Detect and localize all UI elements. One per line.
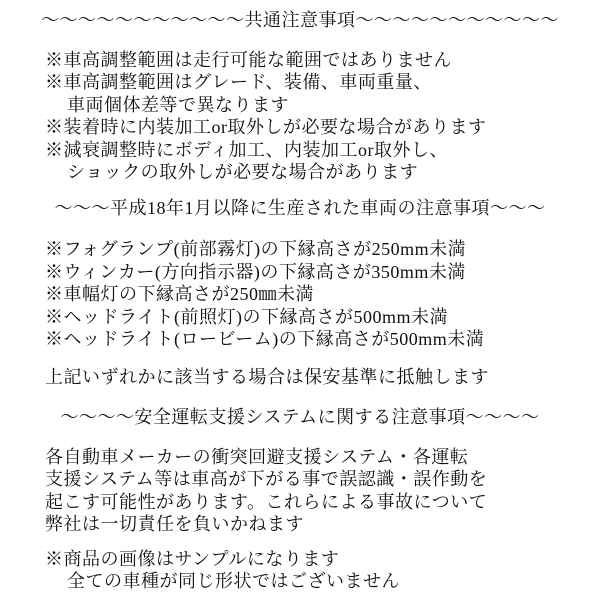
notice-line-height-range-varies-cont: 車両個体差等で異なります [67,94,289,115]
notice-line-no-liability: 弊社は一切責任を負いかねます [45,514,304,534]
notice-line-fog-lamp-height: ※フォグランプ(前部霧灯)の下縁高さが250mm未満 [45,239,467,259]
notice-line-collision-avoidance-1: 各自動車メーカーの衝突回避支援システム・各運転 [45,446,469,467]
notice-line-turn-signal-height: ※ウィンカー(方向指示器)の下縁高さが350mm未満 [45,261,466,282]
notice-line-collision-avoidance-2: 支援システム等は車高が下がる事で誤認識・誤作動を [45,469,488,489]
notice-line-headlight-height: ※ヘッドライト(前照灯)の下縁高さが500mm未満 [45,306,448,327]
notice-line-collision-avoidance-3: 起こす可能性があります。これらによる事故について [45,491,488,512]
notice-line-height-range-varies: ※車高調整範囲はグレード、装備、車両重量、 [45,72,432,92]
section-title-heisei18-vehicles: ～～～平成18年1月以降に生産された車両の注意事項～～～ [54,197,546,218]
notice-line-damping-adjustment: ※減衰調整時にボディ加工、内装加工or取外し、 [45,139,449,160]
notice-line-safety-standard-conclusion: 上記いずれかに該当する場合は保安基準に抵触します [45,366,489,387]
section-title-safety-support-system: ～～～～安全運転支援システムに関する注意事項～～～～ [60,407,540,427]
notice-line-shape-differs: 全ての車種が同じ形状ではございません [67,571,400,591]
notice-line-height-range-not-drivable: ※車高調整範囲は走行可能な範囲ではありません [45,49,452,70]
notice-line-side-marker-height: ※車幅灯の下縁高さが250㎜未満 [45,284,314,304]
section-title-common-precautions: ～～～～～～～～～～～共通注意事項～～～～～～～～～～～ [41,10,559,30]
notice-line-interior-modification: ※装着時に内装加工or取外しが必要な場合があります [45,117,487,137]
notice-line-lowbeam-height: ※ヘッドライト(ロービーム)の下縁高さが500mm未満 [45,329,485,349]
notice-line-damping-adjustment-cont: ショックの取外しが必要な場合があります [67,162,419,182]
notice-line-sample-image: ※商品の画像はサンプルになります [45,548,340,569]
